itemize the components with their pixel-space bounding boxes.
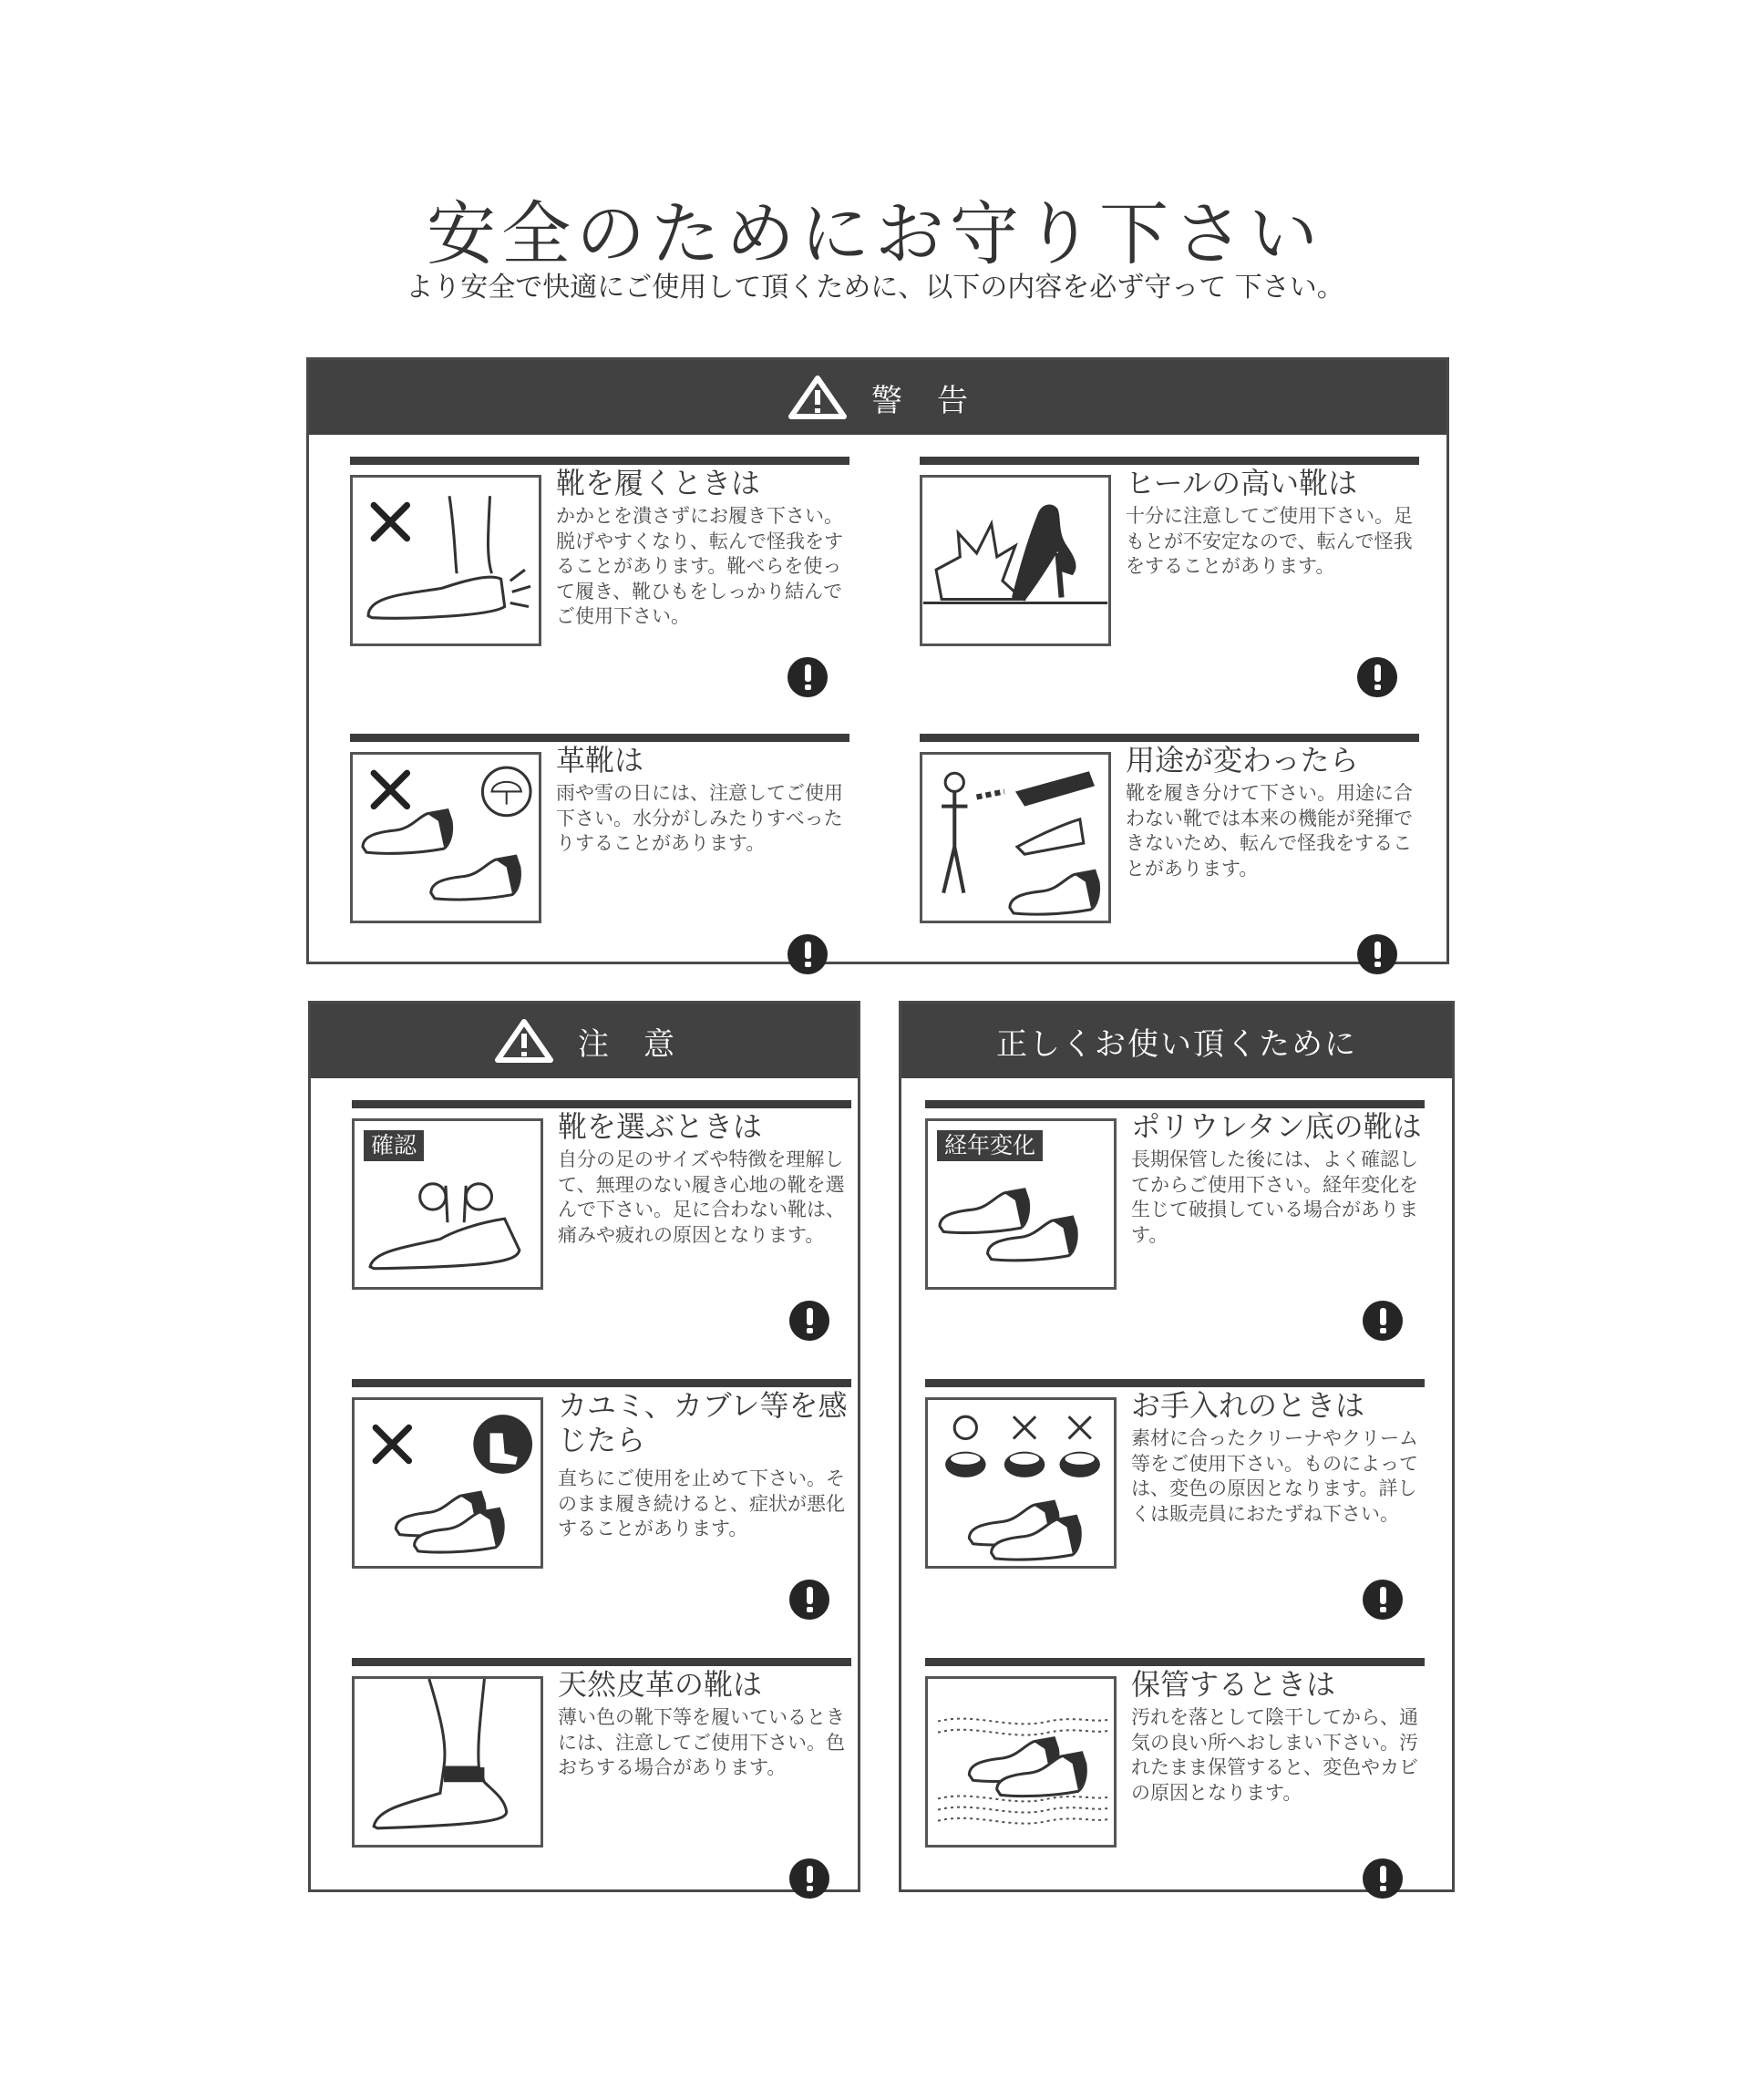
item-body: 汚れを落として陰干してから、通気の良い所へおしまい下さい。汚れたまま保管すると、変色やカビの原因となります。 [1131,1706,1418,1804]
usage-panel-header [901,1004,1452,1078]
warning-panel [306,357,1449,964]
item-rule [920,734,1419,742]
warning-item-purpose-change [920,734,1419,980]
usage-item-storage [925,1658,1425,1904]
item-body: 靴を履き分けて下さい。用途に合わない靴では本来の機能が発揮できないため、転んで怪我をすることがあります。 [1126,782,1413,880]
item-title: 保管するときは [1131,1667,1336,1702]
item-title: ポリウレタン底の靴は [1131,1109,1422,1144]
usage-item-care [925,1379,1425,1625]
caution-item-natural-leather [352,1658,851,1904]
item-body: かかとを潰さずにお履き下さい。脱げやすくなり、転んで怪我をすることがあります。靴べらを使って履き、靴ひもをしっかり結んでご使用下さい。 [556,505,843,627]
exclamation-icon [1363,1580,1403,1620]
item-rule [350,734,849,742]
warning-item-shoe-wearing [350,457,849,703]
item-rule [925,1658,1425,1666]
caution-item-choosing-shoes [352,1100,851,1346]
caution-item-itching [352,1379,851,1625]
item-rule [925,1100,1425,1108]
item-title: ヒールの高い靴は [1126,466,1358,500]
exclamation-icon [788,934,828,974]
usage-item-polyurethane [925,1100,1425,1346]
warning-item-high-heels [920,457,1419,703]
item-title: 靴を履くときは [556,466,761,500]
exclamation-icon [789,1858,829,1899]
aging-badge: 経年変化 [937,1130,1043,1161]
item-rule [925,1379,1425,1387]
warning-triangle-icon [494,1018,554,1064]
caution-panel-header [311,1004,858,1078]
item-body: 自分の足のサイズや特徴を理解して、無理のない履き心地の靴を選んで下さい。足に合わない靴は、痛みや疲れの原因となります。 [558,1148,845,1246]
exclamation-icon [1357,934,1397,974]
polyurethane-illustration [925,1118,1117,1290]
item-title: カユミ、カブレ等を感じたら [558,1388,848,1457]
exclamation-icon [1357,657,1397,697]
exclamation-icon [1363,1301,1403,1341]
natural-leather-illustration [352,1676,543,1848]
item-title: 天然皮革の靴は [558,1667,763,1702]
confirm-badge: 確認 [364,1130,424,1161]
item-rule [352,1379,851,1387]
shoe-types-illustration [920,752,1111,923]
item-body: 十分に注意してご使用下さい。足もとが不安定なので、転んで怪我をすることがあります。 [1126,505,1413,577]
exclamation-icon [789,1580,829,1620]
usage-panel [899,1001,1455,1892]
caution-label: 注意 [578,1025,709,1063]
item-body: 直ちにご使用を止めて下さい。そのまま履き続けると、症状が悪化することがあります。 [558,1467,845,1539]
exclamation-icon [788,657,828,697]
item-title: 用途が変わったら [1126,743,1359,777]
item-rule [920,457,1419,465]
shoe-wearing-illustration [350,475,541,646]
item-title: 革靴は [556,743,644,777]
item-title: 靴を選ぶときは [558,1109,763,1144]
warning-item-leather-shoes [350,734,849,980]
item-rule [352,1658,851,1666]
exclamation-icon [1363,1858,1403,1899]
item-title: お手入れのときは [1131,1388,1365,1423]
warning-panel-header [309,360,1446,435]
itching-illustration [352,1397,543,1569]
storage-illustration [925,1676,1117,1848]
item-rule [352,1100,851,1108]
leather-shoe-rain-illustration [350,752,541,923]
page-title: 安全のためにお守り下さい [427,193,1323,274]
care-products-illustration [925,1397,1117,1569]
item-body: 雨や雪の日には、注意してご使用下さい。水分がしみたりすべったりすることがあります。 [556,782,843,854]
usage-label: 正しくお使い頂くために [996,1025,1357,1063]
caution-panel [308,1001,860,1892]
warning-label: 警告 [871,382,1003,419]
item-body: 素材に合ったクリーナやクリーム等をご使用下さい。ものによっては、変色の原因となります。詳しくは販売員におたずね下さい。 [1131,1427,1418,1525]
exclamation-icon [789,1301,829,1341]
high-heel-illustration [920,475,1111,646]
item-body: 薄い色の靴下等を履いているときには、注意してご使用下さい。色おちする場合があります。 [558,1706,845,1778]
item-body: 長期保管した後には、よく確認してからご使用下さい。経年変化を生じて破損している場合があります。 [1131,1148,1418,1246]
warning-triangle-icon [788,375,848,420]
page-subtitle: より安全で快適にご使用して頂くために、以下の内容を必ず守って 下さい。 [406,272,1344,304]
choosing-shoes-illustration [352,1118,543,1290]
item-rule [350,457,849,465]
